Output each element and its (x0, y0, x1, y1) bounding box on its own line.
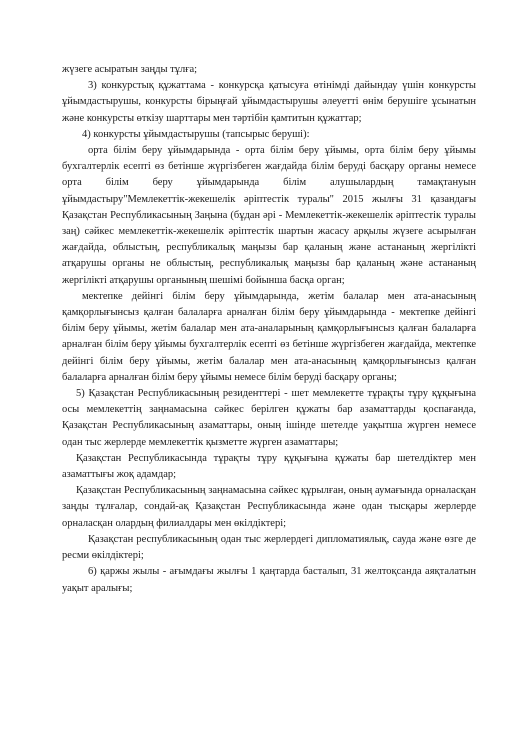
paragraph-foreigners: Қазақстан Республикасында тұрақты тұру құқығына құжаты бар шетелдіктер мен азаматтығы жоқ адамдар; (62, 452, 476, 481)
paragraph-item-5: 5) Қазақстан Республикасының резиденттері - шет мемлекетте тұрақты тұру құқығына осы мемлекеттің заңнамасына сәйкес берілген құжаты бар азаматтарды қоспағанда, Қазақстан Республикасының азаматтары, оның ішінде шетелде уақытша жүрген немесе одан тыс жерлерде мемлекеттік қызметте жүрген азаматтары; (62, 388, 476, 448)
paragraph-item-6: 6) қаржы жылы - ағымдағы жылғы 1 қаңтарда басталып, 31 желтоқсанда аяқталатын уақыт аралығы; (62, 566, 476, 594)
paragraph-item-4: 4) конкурсты ұйымдастырушы (тапсырыс беруші): (82, 128, 310, 140)
paragraph-representations: Қазақстан республикасының одан тыс жерлердегі дипломатиялық, сауда және өзге де ресми өкілдіктері; (62, 533, 476, 562)
paragraph-secondary-education: орта білім беру ұйымдарында - орта білім беру ұйымы, орта білім беру ұйымы бухгалтерлік есепті өз бетінше жүргізбеген жағдайда білім беруді басқару органы немесе орта білім беру ұйымдарында білім алушылардың тамақтануын ұйымдастыру"Мемлекеттік-жекешелік әріптестік туралы" 2015 жылғы 31 қазандағы Қазақстан Республикасының Заңына (бұдан әрі - Мемлекеттік-жекешелік әріптестік туралы заң) сәйкес мемлекеттік-жекешелік әріптестік шартын жасасу арқылы жүзеге асырылған жағдайда, облыстың, республикалық маңызы бар қаланың және астананың жергілікті атқарушы органы не облыстың, республикалық маңызы бар қаланың және астананың жергілікті атқарушы органының шешімі бойынша басқа орган; (62, 145, 476, 286)
paragraph-item-3: 3) конкурстық құжаттама - конкурсқа қатысуға өтінімді дайындау үшін конкурсты ұйымдастырушы, конкурсты бірыңғай ұйымдастырушы әлеуетті өнім берушіге ұсынатын және конкурсты өткізу шарттары мен тәртібін қамтитын құжаттар; (62, 80, 476, 124)
paragraph-continuation: жүзеге асыратын заңды тұлға; (62, 64, 198, 75)
document-body (62, 62, 476, 597)
paragraph-preschool-education: мектепке дейінгі білім беру ұйымдарында, жетім балалар мен ата-анасының қамқорлығынсыз қалған балаларға арналған білім беру ұйымдарында - мектепке дейінгі білім беру ұйымы, жетім балалар мен ата-аналарының қамқорлығынсыз қалған балаларға арналған білім беру ұйымы бухгалтерлік есепті өз бетінше жүргізбеген жағдайда, мектепке дейінгі білім беру ұйымы, жетім балалар мен ата-анасының қамқорлығынсыз қалған балаларға арналған білім беру ұйымы немесе білім беруді басқару органы; (62, 290, 476, 383)
paragraph-legal-entities: Қазақстан Республикасының заңнамасына сәйкес құрылған, оның аумағында орналасқан заңды тұлғалар, сондай-ақ Қазақстан Республикасында және одан тысқары жерлерде орналасқан олардың филиалдары мен өкілдіктері; (62, 485, 476, 529)
